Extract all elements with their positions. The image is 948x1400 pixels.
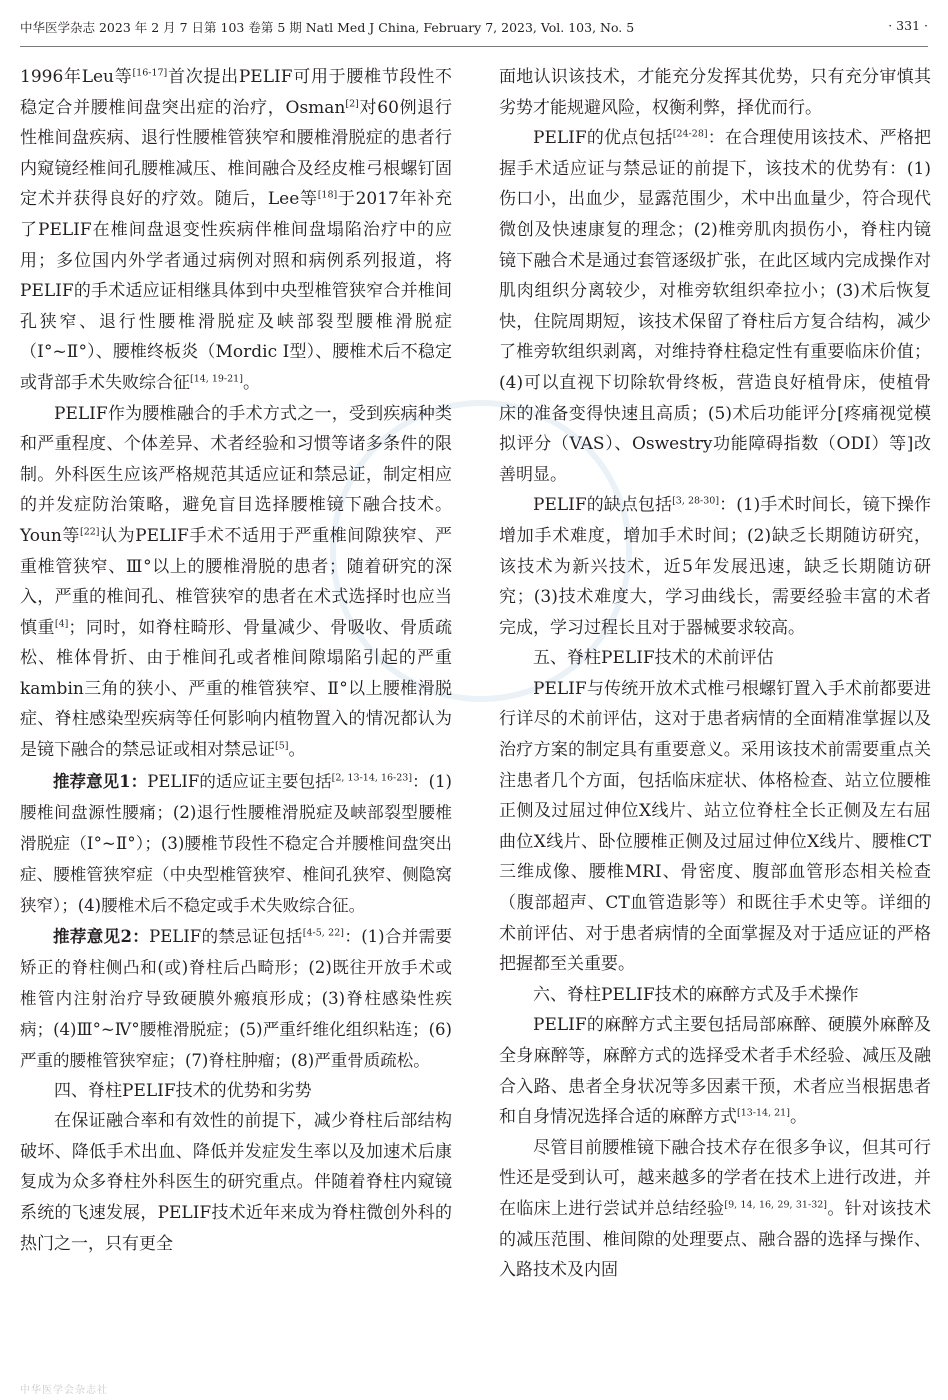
paragraph: 尽管目前腰椎镜下融合技术存在很多争议，但其可行性还是受到认可，越来越多的学者在技术上进行改进，并在临床上进行尝试并总结经验[9, 14, 16, 29, 31-32]。针对该技术的减压范围、椎间隙的处理要点、融合器的选择与操作、入路技术及内固 — [499, 1137, 931, 1281]
running-head: 中华医学杂志 2023 年 2 月 7 日第 103 卷第 5 期 Natl Med J China, February 7, 2023, Vol. 103, No. 5 — [20, 20, 635, 35]
header-rule — [20, 46, 928, 47]
recommendation-2: 推荐意见2：PELIF的禁忌证包括[4-5, 22]：(1)合并需要矫正的脊柱侧凸和(或)脊柱后凸畸形；(2)既往开放手术或椎管内注射治疗导致硬膜外瘢痕形成；(3)脊柱感染性疾病；(4)Ⅲ°~Ⅳ°腰椎滑脱症；(5)严重纤维化组织粘连；(6)严重的腰椎管狭窄症；(7)脊柱肿瘤；(8)严重骨质疏松。 — [20, 926, 453, 1070]
paragraph: 面地认识该技术，才能充分发挥其优势，只有充分审慎其劣势才能规避风险，权衡利弊，择优而行。 — [499, 67, 931, 118]
page-header — [20, 14, 928, 36]
left-column — [20, 62, 452, 1259]
section-heading: 五、脊柱PELIF技术的术前评估 — [533, 648, 774, 669]
paragraph: PELIF与传统开放术式椎弓根螺钉置入手术前都要进行详尽的术前评估，这对于患者病情的全面精准掌握以及治疗方案的制定具有重要意义。采用该技术前需要重点关注患者几个方面，包括临床症状、体格检查、站立位腰椎正侧及过屈过伸位X线片、站立位脊柱全长正侧及左右屈曲位X线片、卧位腰椎正侧及过屈过伸位X线片、腰椎CT三维成像、腰椎MRI、骨密度、腹部血管形态相关检查（腹部超声、CT血管造影等）和既往手术史等。详细的术前评估、对于患者病情的全面掌握及对于适应证的严格把握都至关重要。 — [499, 678, 931, 975]
paragraph: PELIF的麻醉方式主要包括局部麻醉、硬膜外麻醉及全身麻醉等，麻醉方式的选择受术者手术经验、减压及融合入路、患者全身状况等多因素干预，术者应当根据患者和自身情况选择合适的麻醉方式[13-14, 21]。 — [499, 1015, 931, 1128]
right-column — [499, 62, 931, 1286]
recommendation-1: 推荐意见1：PELIF的适应证主要包括[2, 13-14, 16-23]：(1)腰椎间盘源性腰痛；(2)退行性腰椎滑脱症及峡部裂型腰椎滑脱症（Ⅰ°~Ⅱ°）；(3)腰椎节段性不稳定合并腰椎间盘突出症、腰椎管狭窄症（中央型椎管狭窄、椎间孔狭窄、侧隐窝狭窄）；(4)腰椎术后不稳定或手术失败综合征。 — [20, 771, 452, 915]
paragraph: 在保证融合率和有效性的前提下，减少脊柱后部结构破坏、降低手术出血、降低并发症发生率以及加速术后康复成为众多脊柱外科医生的研究重点。伴随着脊柱内窥镜系统的飞速发展，PELIF技术近年来成为脊柱微创外科的热门之一，只有更全 — [20, 1111, 452, 1254]
paragraph: PELIF的缺点包括[3, 28-30]：(1)手术时间长，镜下操作增加手术难度，增加手术时间；(2)缺乏长期随访研究，该技术为新兴技术，近5年发展迅速，缺乏长期随访研究；(3)技术难度大，学习曲线长，需要经验丰富的术者完成，学习过程长且对于器械要求较高。 — [499, 495, 931, 638]
page-number: · 331 · — [888, 18, 928, 33]
section-heading: 六、脊柱PELIF技术的麻醉方式及手术操作 — [533, 984, 859, 1005]
publisher-footer: 中华医学会杂志社 — [20, 1385, 108, 1396]
paragraph: PELIF作为腰椎融合的手术方式之一，受到疾病种类和严重程度、个体差异、术者经验和习惯等诸多条件的限制。外科医生应该严格规范其适应证和禁忌证，制定相应的并发症防治策略，避免盲目选择腰椎镜下融合技术。Youn等[22]认为PELIF手术不适用于严重椎间隙狭窄、严重椎管狭窄、Ⅲ°以上的腰椎滑脱的患者；随着研究的深入，严重的椎间孔、椎管狭窄的患者在术式选择时也应当慎重[4]；同时，如脊柱畸形、骨量减少、骨吸收、骨质疏松、椎体骨折、由于椎间孔或者椎间隙塌陷引起的严重kambin三角的狭小、严重的椎管狭窄、Ⅱ°以上腰椎滑脱症、脊柱感染型疾病等任何影响内植物置入的情况都认为是镜下融合的禁忌证或相对禁忌证[5]。 — [20, 403, 453, 761]
paragraph: 1996年Leu等[16-17]首次提出PELIF可用于腰椎节段性不稳定合并腰椎间盘突出症的治疗，Osman[2]对60例退行性椎间盘疾病、退行性腰椎管狭窄和腰椎滑脱症的患者行内窥镜经椎间孔腰椎减压、椎间融合及经皮椎弓根螺钉固定术并获得良好的疗效。随后，Lee等[18]于2017年补充了PELIF在椎间盘退变性疾病伴椎间盘塌陷治疗中的应用；多位国内外学者通过病例对照和病例系列报道，将PELIF的手术适应证相继具体到中央型椎管狭窄合并椎间孔狭窄、退行性腰椎滑脱症及峡部裂型腰椎滑脱症（Ⅰ°~Ⅱ°）、腰椎终板炎（Mordic Ⅰ型）、腰椎术后不稳定或背部手术失败综合征[14, 19-21]。 — [20, 67, 452, 393]
section-heading: 四、脊柱PELIF技术的优势和劣势 — [54, 1080, 312, 1101]
paragraph: PELIF的优点包括[24-28]：在合理使用该技术、严格把握手术适应证与禁忌证的前提下，该技术的优势有：(1)伤口小，出血少，显露范围少，术中出血量少，符合现代微创及快速康复的理念；(2)椎旁肌肉损伤小，脊柱内镜镜下融合术是通过套管逐级扩张，在此区域内完成操作对肌肉组织分离较少，对椎旁软组织牵拉小；(3)术后恢复快，住院周期短，该技术保留了脊柱后方复合结构，减少了椎旁软组织剥离，对维持脊柱稳定性有重要临床价值；(4)可以直视下切除软骨终板，营造良好植骨床，使植骨床的准备变得快速且高质；(5)术后功能评分[疼痛视觉模拟评分（VAS）、Oswestry功能障碍指数（ODI）等]改善明显。 — [499, 128, 931, 485]
